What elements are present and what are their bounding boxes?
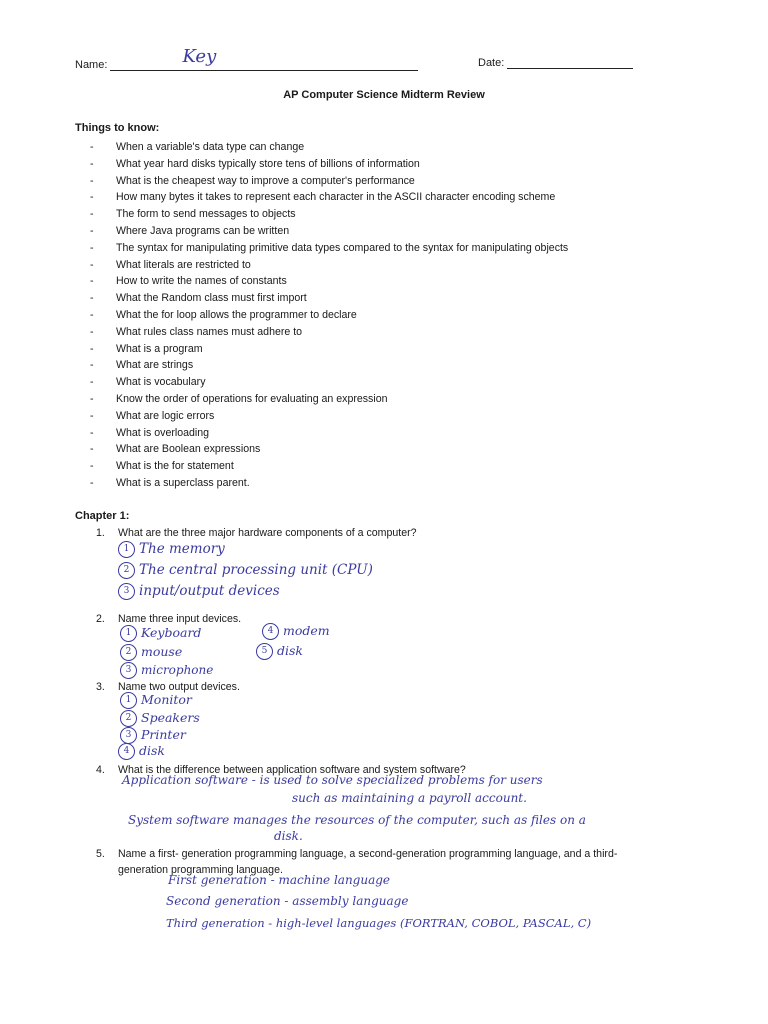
page-title: AP Computer Science Midterm Review [283, 89, 485, 101]
name-label: Name: [75, 59, 108, 71]
bullet-dash: - [90, 392, 94, 405]
name-field [75, 46, 418, 71]
answer-5-line-1: First generation - machine language [168, 873, 391, 887]
bullet-dash: - [90, 460, 94, 473]
bullet-dash: - [90, 191, 94, 204]
question-3: 3. Name two output devices. [96, 681, 240, 693]
question-5-text-cont: generation programming language. [118, 864, 283, 876]
answer-4-line-3: System software manages the resources of the computer, such as files on a [128, 813, 586, 827]
list-item-text: Know the order of operations for evaluating an expression [116, 392, 388, 405]
list-item [90, 189, 568, 206]
bullet-dash: - [90, 174, 94, 187]
list-item [90, 273, 568, 290]
name-line [110, 46, 418, 71]
date-line [507, 54, 633, 69]
list-item-text: How to write the names of constants [116, 275, 287, 288]
answer-5-line-2: Second generation - assembly language [166, 894, 409, 908]
answer-2-3: 3 microphone [120, 662, 213, 679]
list-item [90, 441, 568, 458]
bullet-dash: - [90, 325, 94, 338]
bullet-dash: - [90, 208, 94, 221]
list-item-text: Where Java programs can be written [116, 224, 290, 237]
answer-1-3: 3 input/output devices [118, 583, 280, 600]
answer-4-line-2: such as maintaining a payroll account. [292, 791, 527, 805]
bullet-dash: - [90, 426, 94, 439]
list-item-text: What is a superclass parent. [116, 476, 250, 489]
answer-3-2: 2 Speakers [120, 710, 200, 727]
list-item [90, 240, 568, 257]
answer-2-5: 5 disk [256, 643, 303, 660]
list-item [90, 257, 568, 274]
question-3-text: Name two output devices. [118, 681, 240, 693]
chapter-heading: Chapter 1: [75, 510, 130, 522]
question-5: 5. Name a first- generation programming language, a second-generation programming language, and a third- [96, 848, 618, 860]
answer-2-1: 1 Keyboard [120, 625, 201, 642]
list-item [90, 357, 568, 374]
name-handwritten: Key [182, 46, 217, 67]
bullet-dash: - [90, 258, 94, 271]
date-label: Date: [478, 57, 505, 69]
bullet-dash: - [90, 359, 94, 372]
list-item-text: What literals are restricted to [116, 258, 251, 271]
answer-1-1: 1 The memory [118, 541, 225, 558]
list-item [90, 374, 568, 391]
list-item-text: What year hard disks typically store tens of billions of information [116, 157, 420, 170]
list-item-text: The form to send messages to objects [116, 208, 296, 221]
answer-5-line-3: Third generation - high-level languages (FORTRAN, COBOL, PASCAL, C) [166, 916, 592, 930]
answer-4-line-4: disk. [274, 829, 303, 843]
bullet-dash: - [90, 443, 94, 456]
list-item [90, 156, 568, 173]
bullet-dash: - [90, 141, 94, 153]
answer-2-2: 2 mouse [120, 644, 182, 661]
question-2: 2. Name three input devices. [96, 613, 242, 625]
answer-3-3: 3 Printer [120, 727, 186, 744]
list-item [90, 391, 568, 408]
things-heading: Things to know: [75, 122, 160, 134]
answer-3-1: 1 Monitor [120, 692, 192, 709]
list-item [90, 307, 568, 324]
list-item [90, 173, 568, 190]
question-4: 4. What is the difference between application software and system software? [96, 764, 466, 776]
list-item-text: What the Random class must first import [116, 292, 307, 305]
bullet-dash: - [90, 157, 94, 170]
list-item-text: When a variable's data type can change [116, 141, 305, 153]
bullet-dash: - [90, 376, 94, 389]
answer-1-2: 2 The central processing unit (CPU) [118, 562, 373, 579]
question-2-text: Name three input devices. [118, 613, 242, 625]
list-item-text: How many bytes it takes to represent each character in the ASCII character encoding scheme [116, 191, 556, 204]
list-item-text: What the for loop allows the programmer to declare [116, 308, 357, 321]
answer-3-4: 4 disk [118, 743, 165, 760]
list-item-text: What are logic errors [116, 409, 215, 422]
list-item [90, 475, 568, 492]
list-item-text: What are Boolean expressions [116, 443, 261, 456]
bullet-dash: - [90, 409, 94, 422]
list-item [90, 139, 568, 156]
list-item [90, 206, 568, 223]
question-4-text: What is the difference between application software and system software? [118, 764, 466, 776]
list-item [90, 408, 568, 425]
question-5-text: Name a first- generation programming language, a second-generation programming language, and a third- [118, 848, 618, 860]
list-item-text: What is the cheapest way to improve a computer's performance [116, 174, 415, 187]
answer-2-4: 4 modem [262, 623, 330, 640]
list-item-text: What rules class names must adhere to [116, 325, 303, 338]
list-item-text: The syntax for manipulating primitive data types compared to the syntax for manipulating objects [116, 241, 569, 254]
list-item [90, 223, 568, 240]
list-item [90, 290, 568, 307]
list-item-text: What is vocabulary [116, 376, 206, 389]
list-item-text: What are strings [116, 359, 194, 372]
list-item [90, 458, 568, 475]
bullet-dash: - [90, 224, 94, 237]
bullet-dash: - [90, 476, 94, 489]
bullet-dash: - [90, 292, 94, 305]
list-item-text: What is overloading [116, 426, 210, 439]
question-1-text: What are the three major hardware components of a computer? [118, 527, 417, 539]
answer-4-line-1: Application software - is used to solve specialized problems for users [122, 773, 543, 787]
bullet-dash: - [90, 275, 94, 288]
bullet-dash: - [90, 308, 94, 321]
list-item-text: What is the for statement [116, 460, 234, 473]
date-field [478, 54, 633, 69]
list-item [90, 324, 568, 341]
bullet-dash: - [90, 342, 94, 355]
list-item [90, 425, 568, 442]
list-item [90, 341, 568, 358]
question-1: 1. What are the three major hardware components of a computer? [96, 527, 417, 539]
bullet-dash: - [90, 241, 94, 254]
list-item-text: What is a program [116, 342, 203, 355]
things-list [90, 139, 568, 492]
